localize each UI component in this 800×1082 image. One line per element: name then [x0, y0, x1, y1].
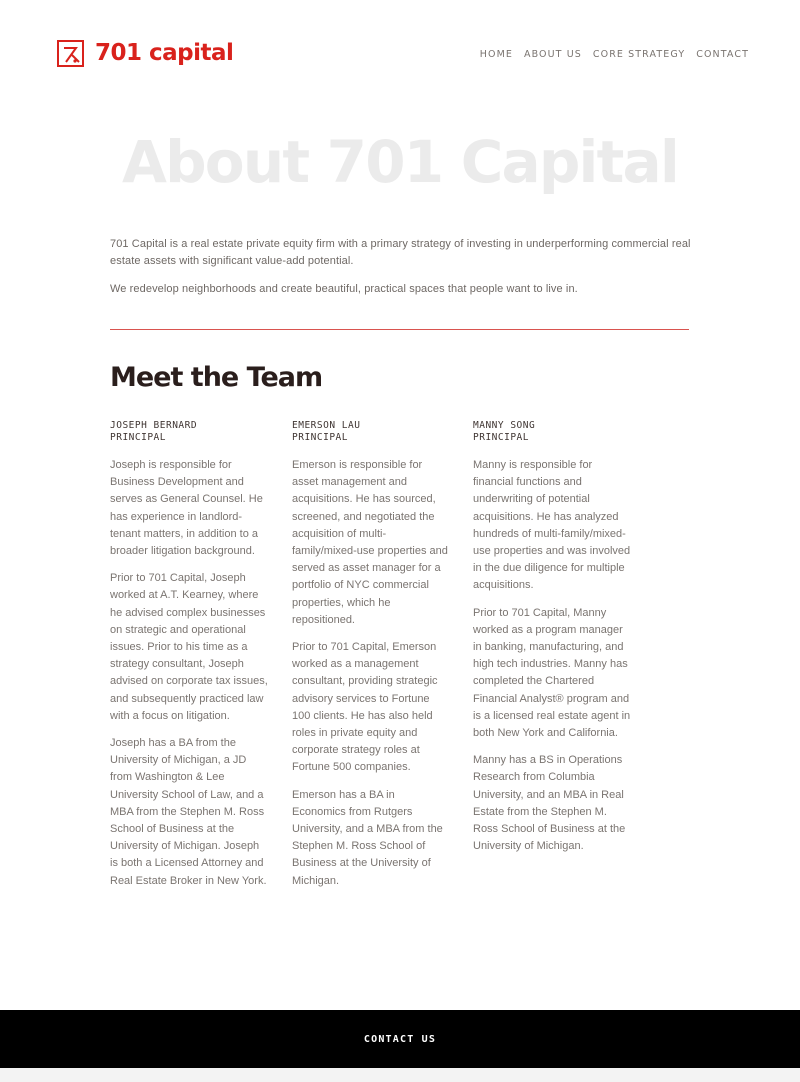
member-bio-paragraph: Manny is responsible for financial functions and underwriting of potential acquisitions. He has analyzed hundreds of multi-family/mixed-use properties and was involved in the due diligence for multiple acquisitions.: [473, 459, 631, 592]
nav-home[interactable]: HOME: [479, 49, 513, 60]
member-bio-paragraph: Prior to 701 Capital, Emerson worked as a management consultant, providing strategic advisory services to Fortune 100 clients. He has also held roles in private equity and corporate strategy roles at Fortune 500 companies.: [292, 641, 438, 774]
member-role: PRINCIPAL: [110, 431, 166, 443]
intro-paragraph: We redevelop neighborhoods and create beautiful, practical spaces that people want to live in.: [110, 282, 578, 295]
member-name: JOSEPH BERNARD: [110, 420, 198, 431]
logo-mark-icon: [57, 40, 84, 67]
member-bio-paragraph: Emerson has a BA in Economics from Rutgers University, and a MBA from the Stephen M. Ross School of Business at the University of Michigan.: [292, 788, 443, 887]
logo-link[interactable]: [57, 40, 233, 67]
team-heading: Meet the Team: [110, 362, 323, 393]
intro-paragraph: 701 Capital is a real estate private equity firm with a primary strategy of investing in underperforming commercial real estate assets with significant value-add potential.: [110, 238, 691, 268]
team-member-emerson-lau: [292, 420, 450, 900]
main-nav: [480, 49, 749, 61]
team-member-joseph-bernard: [110, 420, 268, 900]
member-bio-paragraph: Joseph has a BA from the University of Michigan, a JD from Washington & Lee University School of Law, and a MBA from the Stephen M. Ross School of Business at the University of Michigan. Joseph is both a Licensed Attorney and Real Estate Broker in New York.: [110, 737, 267, 887]
member-bio-paragraph: Manny has a BS in Operations Research from Columbia University, and an MBA in Real Estate from the Stephen M. Ross School of Business at the University of Michigan.: [473, 754, 626, 853]
member-name: MANNY SONG: [473, 420, 536, 431]
logo-text: 701 capital: [95, 40, 234, 66]
subfooter-strip: [0, 1068, 800, 1082]
footer-bar: [0, 1010, 800, 1068]
nav-about-us[interactable]: ABOUT US: [524, 49, 582, 60]
member-role: PRINCIPAL: [473, 431, 529, 443]
site-header: [0, 0, 800, 110]
intro-section: [110, 236, 700, 308]
page-title: About 701 Capital: [122, 128, 678, 196]
member-role: PRINCIPAL: [292, 431, 348, 443]
member-bio-paragraph: Emerson is responsible for asset management and acquisitions. He has sourced, screened, and negotiated the acquisition of multi-family/mixed-use properties and served as asset manager for a portfolio of NYC commercial properties, which he repositioned.: [292, 459, 448, 626]
nav-core-strategy[interactable]: CORE STRATEGY: [592, 49, 686, 60]
member-name: EMERSON LAU: [292, 420, 361, 431]
contact-us-link[interactable]: CONTACT US: [363, 1033, 437, 1045]
team-member-manny-song: [473, 420, 631, 865]
member-bio-paragraph: Prior to 701 Capital, Manny worked as a program manager in banking, manufacturing, and high tech industries. Manny has completed the Chartered Financial Analyst® program and is a licensed real estate agent in both New York and California.: [473, 606, 631, 740]
member-bio-paragraph: Joseph is responsible for Business Development and serves as General Counsel. He has experience in landlord-tenant matters, in addition to a broader litigation background.: [110, 459, 263, 558]
nav-contact[interactable]: CONTACT: [696, 49, 749, 60]
section-divider: [110, 329, 689, 330]
member-bio-paragraph: Prior to 701 Capital, Joseph worked at A.T. Kearney, where he advised complex businesses on strategic and operational issues. Prior to his time as a strategy consultant, Joseph advised on corporate tax issues, and subsequently practiced law with a focus on litigation.: [110, 572, 268, 722]
